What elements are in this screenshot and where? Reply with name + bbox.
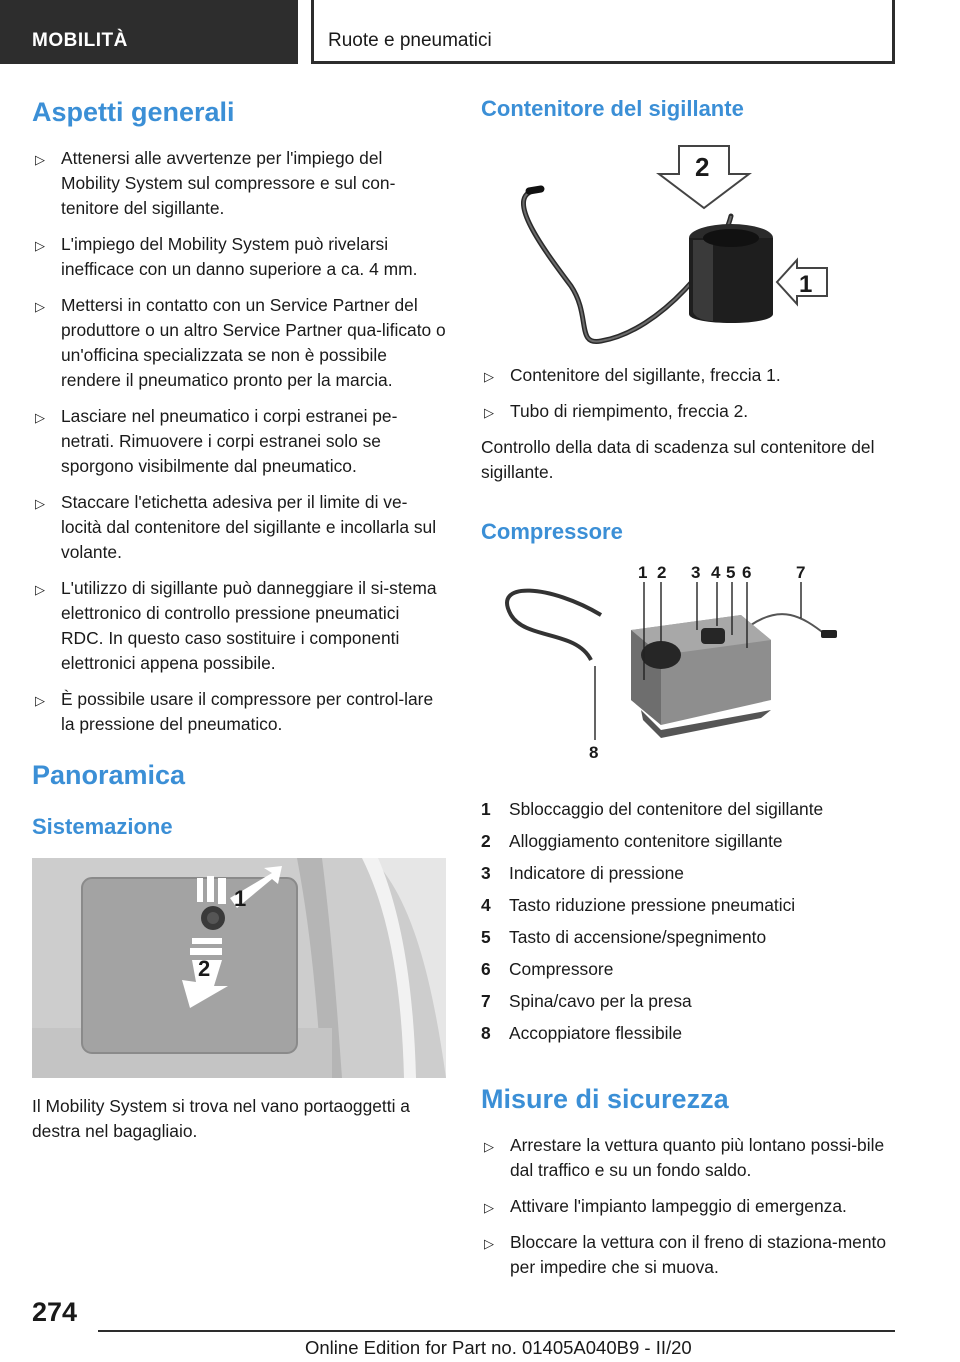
list-item: 8 Accoppiatore flessibile	[481, 1022, 683, 1043]
compressor-callout-5: 5	[726, 562, 736, 582]
trunk-arrow-1-label: 1	[234, 886, 247, 912]
compressor-callout-6: 6	[742, 562, 752, 582]
list-item: 5 Tasto di accensione/spegnimento	[481, 926, 767, 947]
list-item: ▷ Arrestare la vettura quanto più lontano possi-bile dal traffico e su un fondo saldo.	[484, 1135, 885, 1181]
heading-overview: Panoramica	[32, 760, 186, 791]
list-item: 2 Alloggiamento contenitore sigillante	[481, 830, 783, 851]
list-item: ▷ L'utilizzo di sigillante può danneggiare il si-stema elettronico di controllo pressione pneumatici RDC. In questo caso sostituire i componenti elettronici appena possibile.	[35, 578, 437, 674]
safety-list	[481, 1133, 893, 1280]
triangle-bullet-icon: ▷	[35, 410, 45, 426]
list-item: ▷ L'impiego del Mobility System può rivelarsi inefficace con un danno superiore a ca. 4 mm.	[35, 234, 418, 280]
list-item: 4 Tasto riduzione pressione pneumatici	[481, 894, 796, 915]
compressor-parts-list	[481, 793, 893, 1049]
compressor-callout-8: 8	[589, 742, 599, 762]
triangle-bullet-icon: ▷	[484, 1200, 494, 1216]
list-item: ▷ Attivare l'impianto lampeggio di emergenza.	[481, 1194, 893, 1219]
heading-compressor: Compressore	[481, 519, 623, 545]
right-column	[481, 96, 893, 1291]
triangle-bullet-icon: ▷	[35, 238, 45, 254]
compressor-figure	[481, 560, 893, 775]
compressor-callout-3: 3	[691, 562, 701, 582]
list-item: ▷ È possibile usare il compressore per control-lare la pressione del pneumatico.	[35, 689, 434, 735]
sealant-container-figure	[481, 136, 893, 351]
page-number: 274	[32, 1297, 78, 1327]
heading-location: Sistemazione	[32, 813, 173, 839]
triangle-bullet-icon: ▷	[35, 582, 45, 598]
triangle-bullet-icon: ▷	[484, 1236, 494, 1252]
general-list	[32, 146, 446, 737]
container-text: Controllo della data di scadenza sul contenitore del sigillante.	[481, 437, 875, 483]
trunk-arrow-2-label: 2	[198, 956, 211, 982]
footer-edition: Online Edition for Part no. 01405A040B9 - II/20	[305, 1337, 692, 1358]
compressor-callout-1: 1	[638, 562, 648, 582]
triangle-bullet-icon: ▷	[35, 496, 45, 512]
container-list	[481, 363, 893, 424]
left-column	[32, 96, 446, 1144]
list-item: ▷ Lasciare nel pneumatico i corpi estranei pe-netrati. Rimuovere i corpi estranei solo se sporgono visibilmente dal pneumatico.	[35, 406, 398, 477]
triangle-bullet-icon: ▷	[484, 1139, 494, 1155]
list-item: ▷ Staccare l'etichetta adesiva per il limite di ve-locità dal contenitore del sigillante e incollarla sul volante.	[35, 492, 437, 563]
triangle-bullet-icon: ▷	[484, 405, 494, 421]
header-section: MOBILITÀ	[0, 0, 298, 64]
trunk-photo	[32, 858, 446, 1078]
header-chapter: Ruote e pneumatici	[311, 0, 895, 64]
triangle-bullet-icon: ▷	[35, 693, 45, 709]
list-item: ▷ Bloccare la vettura con il freno di staziona-mento per impedire che si muova.	[484, 1232, 887, 1278]
triangle-bullet-icon: ▷	[35, 299, 45, 315]
heading-safety: Misure di sicurezza	[481, 1083, 729, 1114]
location-text: Il Mobility System si trova nel vano portaoggetti a destra nel bagagliaio.	[32, 1096, 410, 1142]
list-item: ▷ Contenitore del sigillante, freccia 1.	[481, 363, 893, 388]
list-item: 1 Sbloccaggio del contenitore del sigillante	[481, 798, 824, 819]
list-item: ▷ Tubo di riempimento, freccia 2.	[481, 399, 893, 424]
list-item: 3 Indicatore di pressione	[481, 862, 684, 883]
heading-general: Aspetti generali	[32, 97, 235, 127]
container-arrow-2-label: 2	[695, 152, 710, 183]
compressor-callout-4: 4	[711, 562, 721, 582]
triangle-bullet-icon: ▷	[484, 369, 494, 385]
compressor-callout-2: 2	[657, 562, 667, 582]
list-item: 7 Spina/cavo per la presa	[481, 990, 692, 1011]
compressor-callout-7: 7	[796, 562, 806, 582]
footer-divider	[98, 1330, 895, 1332]
list-item: 6 Compressore	[481, 958, 614, 979]
list-item: ▷ Attenersi alle avvertenze per l'impiego del Mobility System sul compressore e sul con-tenitore del sigillante.	[35, 148, 396, 219]
list-item: ▷ Mettersi in contatto con un Service Partner del produttore o un altro Service Partner qua-lificato o un'officina specializzata se non è possibile rendere il pneumatico pronto per la marcia.	[35, 295, 446, 391]
triangle-bullet-icon: ▷	[35, 152, 45, 168]
heading-container: Contenitore del sigillante	[481, 96, 744, 121]
container-arrow-1-label: 1	[799, 271, 813, 299]
